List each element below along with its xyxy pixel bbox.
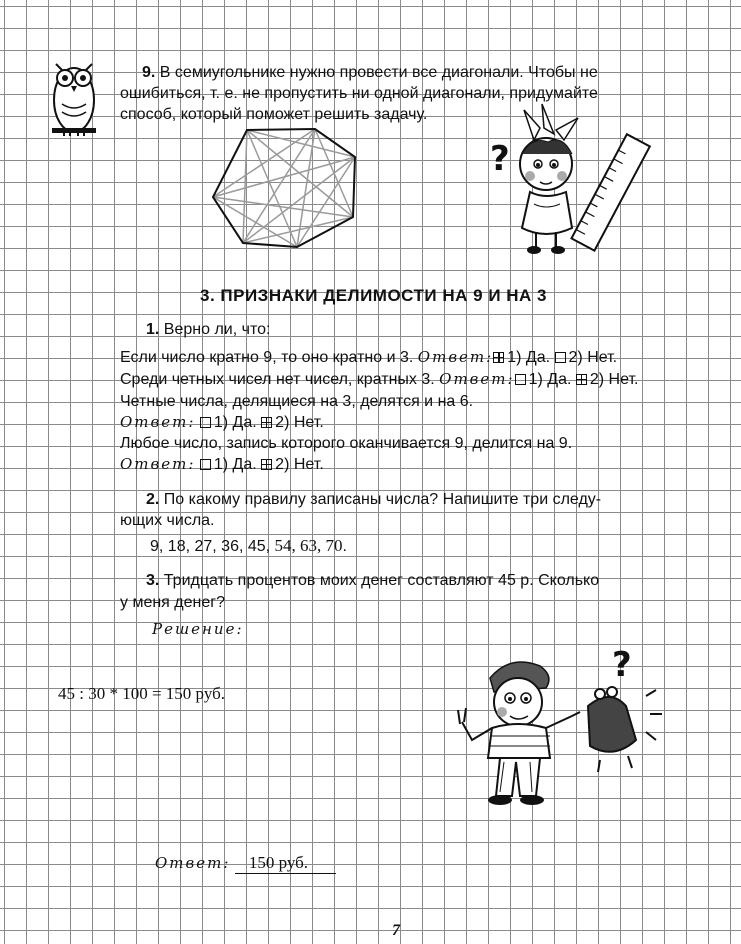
option-no-label: 2) Нет. <box>275 414 324 431</box>
problem-9-number: 9. <box>142 64 156 81</box>
task-2-sequence <box>150 535 347 557</box>
sequence-handwritten-answer[interactable]: 54, 63, 70 <box>274 536 343 555</box>
option-yes-label: 1) Да. <box>507 349 551 366</box>
task-3-line-2: у меня денег? <box>120 594 225 611</box>
option-yes-label: 1) Да. <box>528 371 572 388</box>
problem-9-line-2: ошибиться, т. е. не пропустить ни одной диагонали, придумайте <box>120 85 598 102</box>
problem-9-line-1 <box>142 62 598 83</box>
owl-icon <box>48 52 100 138</box>
boy-with-purse-illustration <box>450 632 675 810</box>
option-yes-label: 1) Да. <box>213 456 257 473</box>
task-2-text-1: По какому правилу записаны числа? Напишите три следу- <box>163 491 602 508</box>
problem-9-line-3: способ, который поможет решить задачу. <box>120 106 428 123</box>
answer-label: Ответ: <box>120 413 196 431</box>
statement-1-text: Если число кратно 9, то оно кратно и 3. <box>120 349 414 366</box>
task-1-statement-4-answer <box>120 454 324 475</box>
task-1-prompt: Верно ли, что: <box>163 321 271 338</box>
solution-calculation[interactable]: 45 : 30 * 100 = 150 руб. <box>58 684 226 703</box>
task-1-statement-2 <box>120 369 638 390</box>
task-2-number: 2. <box>146 491 160 508</box>
task-3-text-1: Тридцать процентов моих денег составляют 45 р. Сколько <box>163 572 600 589</box>
option-no-label: 2) Нет. <box>568 349 618 366</box>
answer-label: Ответ: <box>120 455 196 473</box>
statement-2-text: Среди четных чисел нет чисел, кратных 3. <box>120 371 435 388</box>
checkbox-yes[interactable] <box>200 417 211 428</box>
checkbox-yes-checked[interactable] <box>493 352 504 363</box>
task-1-statement-4: Любое число, запись которого оканчивается 9, делится на 9. <box>120 435 573 452</box>
task-2-line-1 <box>146 489 601 510</box>
option-no-label: 2) Нет. <box>589 371 639 388</box>
task-2-line-2: ющих числа. <box>120 512 215 529</box>
checkbox-yes[interactable] <box>200 459 211 470</box>
answer-label: Ответ: <box>417 348 494 366</box>
task-3-number: 3. <box>146 572 160 589</box>
section-title: 3. ПРИЗНАКИ ДЕЛИМОСТИ НА 9 И НА 3 <box>200 286 547 305</box>
svg-text:?: ? <box>612 645 632 685</box>
checkbox-no-checked[interactable] <box>261 417 272 428</box>
task-3-answer-row <box>155 852 336 874</box>
sequence-given: 9, 18, 27, 36, 45, <box>150 538 271 555</box>
option-no-label: 2) Нет. <box>275 456 324 473</box>
checkbox-no[interactable] <box>555 352 566 363</box>
final-answer-value[interactable]: 150 руб. <box>235 852 336 874</box>
heptagon-figure <box>205 125 365 250</box>
task-1-statement-1 <box>120 347 617 368</box>
sequence-end: . <box>342 538 347 555</box>
page-number: 7 <box>392 922 400 939</box>
answer-label: Ответ: <box>439 370 515 388</box>
problem-9-text-1: В семиугольнике нужно провести все диагонали. Чтобы не <box>159 64 598 81</box>
task-1-statement-3: Четные числа, делящиеся на 3, делятся и на 6. <box>120 393 474 410</box>
solution-label: Решение: <box>152 620 244 638</box>
option-yes-label: 1) Да. <box>213 414 257 431</box>
task-1-number: 1. <box>146 321 160 338</box>
svg-text:?: ? <box>490 139 510 179</box>
checkbox-yes[interactable] <box>515 374 526 385</box>
task-1-statement-3-answer <box>120 412 324 433</box>
task-1-header <box>146 319 270 340</box>
checkbox-no-checked[interactable] <box>576 374 587 385</box>
girl-with-ruler-illustration <box>482 100 660 260</box>
task-3-line-1 <box>146 570 599 591</box>
checkbox-no-checked[interactable] <box>261 459 272 470</box>
final-answer-label: Ответ: <box>155 854 231 872</box>
